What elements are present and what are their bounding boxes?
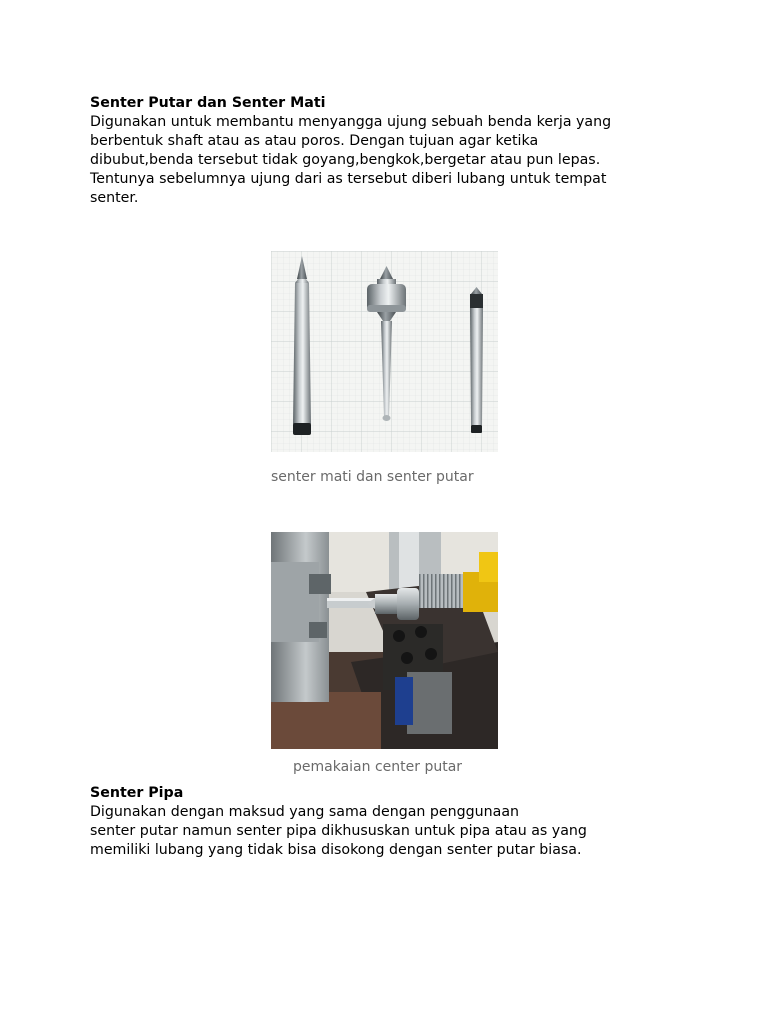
paragraph-line: Tentunya sebelumnya ujung dari as tersebut diberi lubang untuk tempat [90,171,607,187]
section-paragraph [90,803,690,860]
dead-center-icon [293,256,311,435]
section-senter-pipa [90,784,690,860]
lathe-centers-photo [271,251,498,452]
figure-caption: senter mati dan senter putar [271,469,474,485]
paragraph-line: memiliki lubang yang tidak bisa disokong dengan senter putar biasa. [90,842,582,858]
section-senter-putar-mati [90,94,690,208]
section-heading: Senter Pipa [90,785,184,801]
paragraph-line: senter. [90,190,139,206]
section-paragraph [90,113,690,208]
paragraph-line: Digunakan untuk membantu menyangga ujung sebuah benda kerja yang [90,114,612,130]
figure-caption: pemakaian center putar [293,759,463,775]
section-heading: Senter Putar dan Senter Mati [90,95,326,111]
paragraph-line: senter putar namun senter pipa dikhususkan untuk pipa atau as yang [90,823,587,839]
paragraph-line: dibubut,benda tersebut tidak goyang,bengkok,bergetar atau pun lepas. [90,152,601,168]
live-center-usage-photo [271,532,498,749]
small-center-icon [470,287,483,433]
paragraph-line: Digunakan dengan maksud yang sama dengan penggunaan [90,804,520,820]
paragraph-line: berbentuk shaft atau as atau poros. Dengan tujuan agar ketika [90,133,539,149]
